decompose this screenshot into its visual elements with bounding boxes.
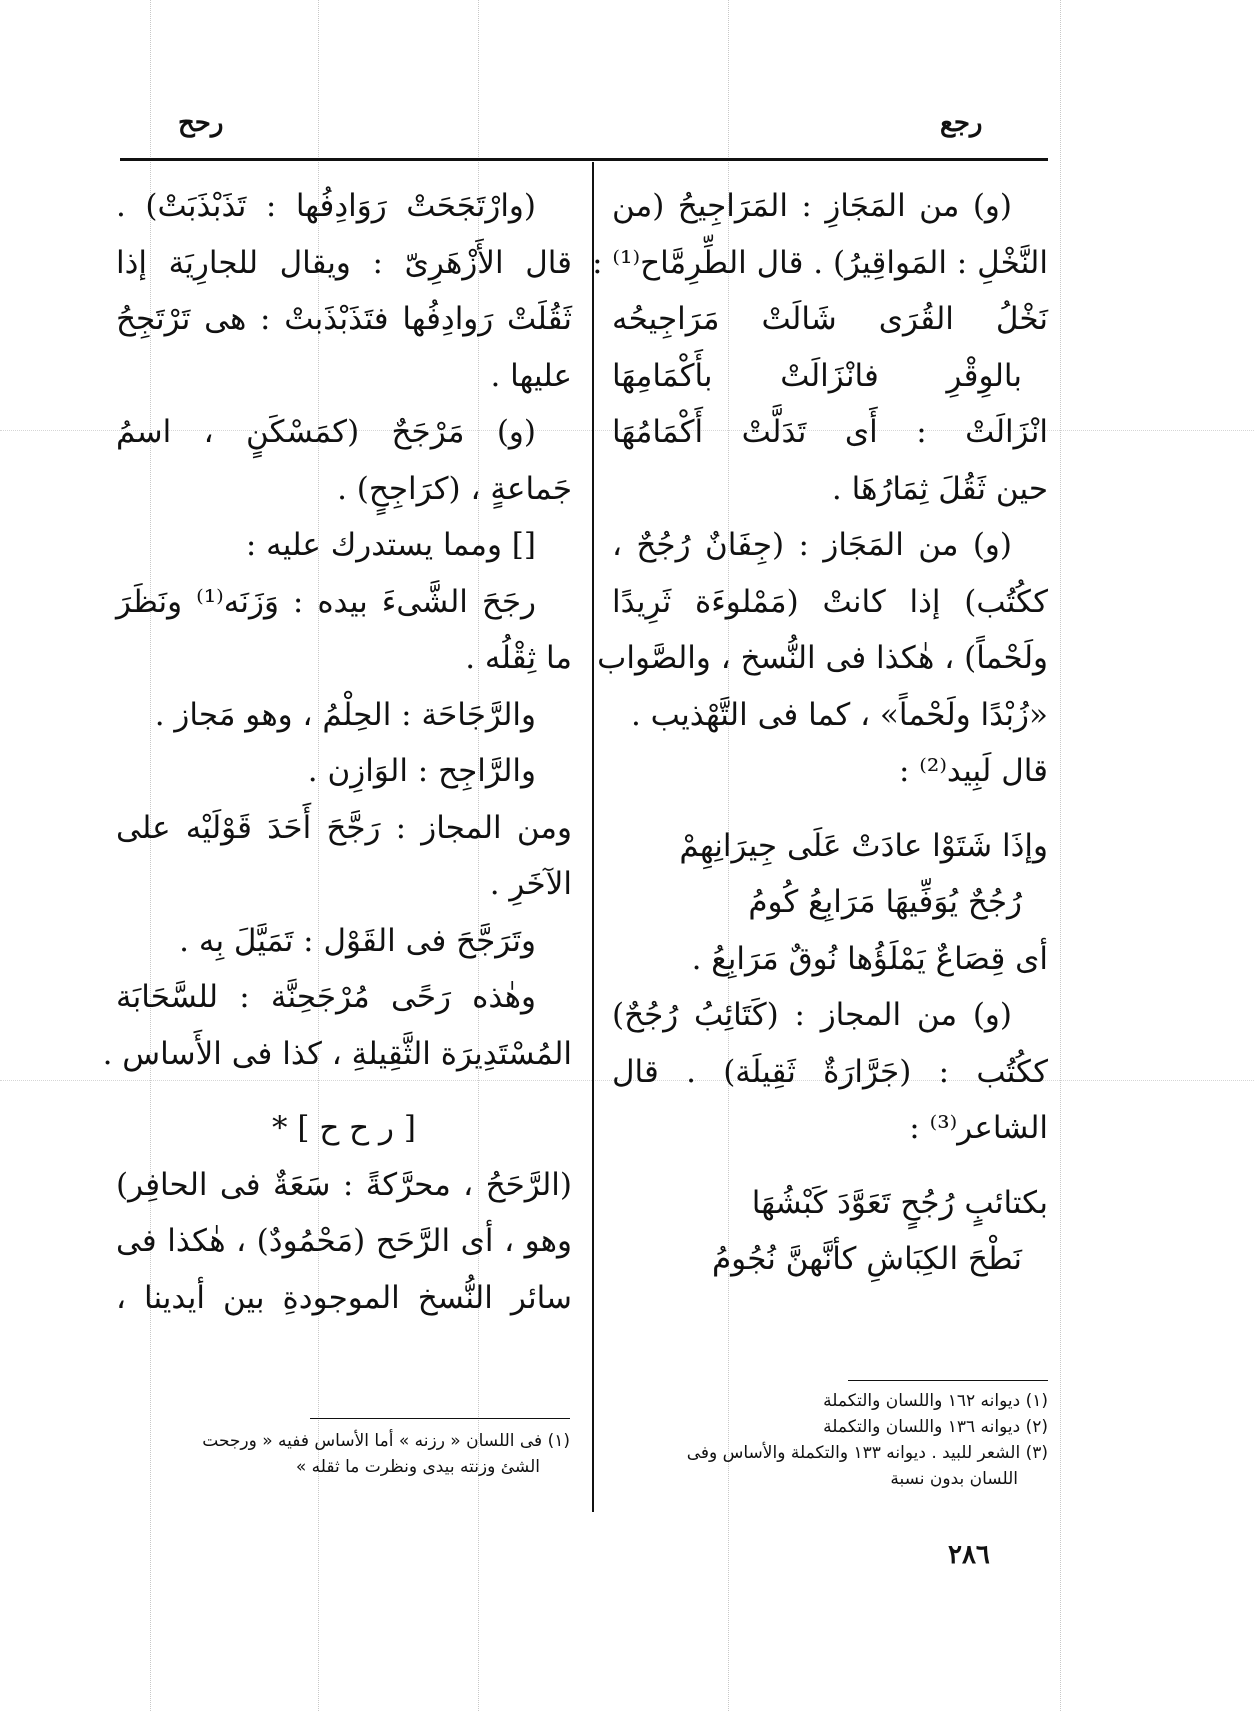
text-line: ثَقُلَتْ رَوادِفُها فتَذَبْذَبتْ : هى تَرْتَجِحُ [116,301,572,337]
text-line: ككُتُب : (جَرَّارَةٌ ثَقِيلَة) . قال [612,1053,1048,1090]
text-line: جَماعةٍ ، (كرَاجِحٍ) . [337,470,572,507]
text-line: الآخَرِ . [489,866,572,902]
text-line: الشاعر⁽³⁾ : [909,1110,1048,1146]
footnote-rule [310,1418,570,1419]
verse-line: نَخْلُ القُرَى شَالَتْ مَرَاجِيحُه [612,301,1048,337]
text-line: (الرَّحَحُ ، محرَّكةً : سَعَةٌ فى الحافِر) [116,1166,572,1203]
footnote: (٣) الشعر للبيد . ديوانه ١٣٣ والتكملة والأساس وفى [686,1443,1048,1463]
text-line: انْزَالَتْ : أَى تَدَلَّتْ أَكْمَامُهَا [612,414,1048,450]
text-line: عليها . [490,357,572,394]
footnotes-left [180,1428,570,1480]
footnote: (١) فى اللسان « رزنه » أما الأساس ففيه « ورجحت [202,1431,570,1451]
left-column [102,178,572,1326]
text-line: (و) من المَجَازِ : المَرَاجِيحُ (من [612,188,1012,224]
text-line: قال لَبِيد⁽²⁾ : [898,753,1048,789]
text-line: وهو ، أى الرَّحَح (مَحْمُودٌ) ، هٰكذا فى [116,1223,572,1259]
right-column [592,178,1048,1288]
verse-line: بالوِقْرِ فانْزَالَتْ بأَكْمَامِهَا [612,357,1022,394]
text-line: حين ثَقُلَ ثِمَارُهَا . [831,470,1048,507]
text-line: ما ثِقْلُه . [465,640,572,676]
text-line: سائر النُّسخ الموجودةِ بين أيدينا ، [116,1279,572,1316]
verse-line: وإذَا شَتَوْا عادَتْ عَلَى جِيرَانِهِمْ [679,827,1048,864]
verse-line: نَطْحَ الكِبَاشِ كأنَّهنَّ نُجُومُ [711,1241,1022,1277]
verse-line: بكتائبٍ رُجُحٍ تَعَوَّدَ كَبْشُهَا [751,1184,1048,1221]
running-header-left: رحح [178,108,224,138]
text-line: ومن المجاز : رَجَّحَ أَحَدَ قَوْلَيْه على [116,809,572,846]
footnote-continuation: اللسان بدون نسبة [890,1469,1018,1489]
footnote: (٢) ديوانه ١٣٦ واللسان والتكملة [823,1417,1048,1437]
verse-line: رُجُحٌ يُوَفِّيهَا مَرَابِعُ كُومُ [748,884,1022,920]
header-rule [120,158,1048,161]
text-line: والرَّجَاحَة : الحِلْمُ ، وهو مَجاز . [154,696,536,733]
text-line: المُسْتَدِيرَة الثَّقِيلةِ ، كذا فى الأَساس . [102,1035,572,1072]
text-line: النَّخْلِ : المَواقِيرُ) . قال الطِّرِمَّاح⁽¹⁾ : [592,244,1048,281]
text-line: وتَرَجَّحَ فى القَوْل : تَمَيَّلَ بِه . [179,922,536,959]
scan-guide-line [1060,0,1061,1711]
text-line: (و) مَرْجَحٌ (كمَسْكَنٍ ، اسمُ [116,414,536,450]
text-line: (وارْتَجَحَتْ رَوَادِفُها : تَذَبْذَبَتْ) . [116,188,536,224]
text-line: أى قِصَاعٌ يَمْلَؤُها نُوقٌ مَرَابِعُ . [691,940,1048,977]
text-line: قال الأَزْهَرِىّ : ويقال للجارِيَة إذا [116,244,572,281]
text-line: (و) من المَجَاز : (جِفَانٌ رُجُحٌ ، [612,527,1012,563]
text-line: وهٰذه رَحًى مُرْجَحِنَّة : للسَّحَابَة [116,979,536,1015]
text-line: (و) من المجاز : (كَتَائِبُ رُجُحٌ) [612,997,1012,1033]
running-header-right: رجع [940,108,983,138]
column-divider [592,162,594,1512]
footnotes-right [622,1388,1048,1492]
text-line: رجَحَ الشَّىءَ بيده : وَزَنَه⁽¹⁾ ونَظَرَ [116,583,536,620]
entry-heading: [ ر ح ح ] * [272,1110,416,1146]
text-line: والرَّاجِح : الوَازِن . [307,753,536,789]
footnote-continuation: الشئ وزنته بيدى ونظرت ما ثقله » [295,1457,540,1477]
text-line: ككُتُب) إذا كانتْ (مَمْلوءَة ثَرِيدًا [612,583,1048,620]
section-marker: [] ومما يستدرك عليه : [245,527,536,563]
footnote-rule [848,1380,1048,1381]
footnote: (١) ديوانه ١٦٢ واللسان والتكملة [823,1391,1048,1411]
text-line: «زُبْدًا ولَحْماً» ، كما فى التَّهْذيب . [630,696,1048,733]
text-line: ولَحْماً) ، هٰكذا فى النُّسخ ، والصَّواب [597,640,1048,676]
page-number: ٢٨٦ [948,1540,990,1570]
